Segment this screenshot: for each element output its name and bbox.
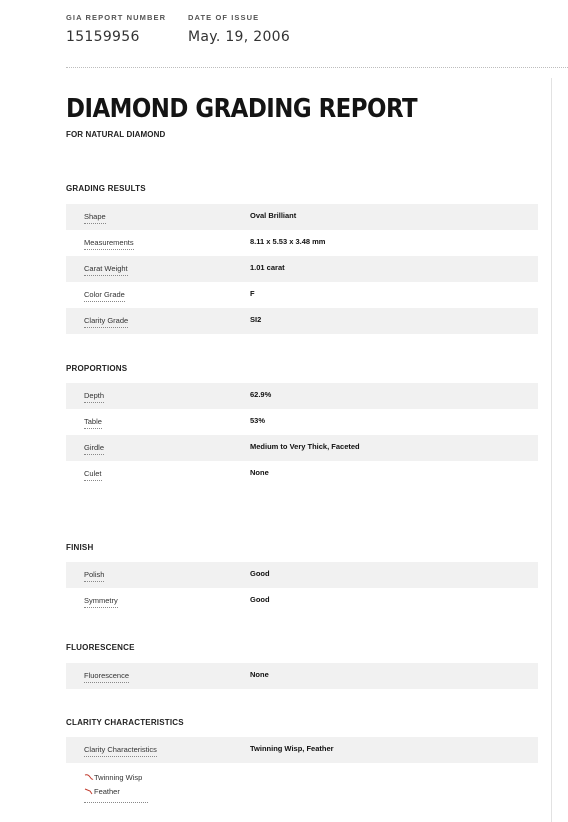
table-row: [66, 383, 538, 409]
row-value-symmetry: Good: [250, 595, 270, 604]
report-number: 15159956: [66, 29, 140, 45]
row-label-culet[interactable]: Culet: [84, 469, 102, 481]
section-title-finish: FINISH: [66, 543, 94, 552]
row-label-carat-weight[interactable]: Carat Weight: [84, 264, 128, 276]
row-label-clarity-characteristics[interactable]: Clarity Characteristics: [84, 745, 157, 757]
table-row: [66, 409, 538, 435]
grading-results-table: [66, 204, 538, 334]
report-title: DIAMOND GRADING REPORT: [66, 94, 418, 124]
row-value-clarity-characteristics: Twinning Wisp, Feather: [250, 744, 334, 753]
row-label-girdle[interactable]: Girdle: [84, 443, 104, 455]
table-row: [66, 230, 538, 256]
header-divider: [66, 67, 568, 68]
report-number-label: GIA REPORT NUMBER: [66, 13, 167, 22]
row-value-color-grade: F: [250, 289, 255, 298]
row-label-clarity-grade[interactable]: Clarity Grade: [84, 316, 128, 328]
section-title-fluorescence: FLUORESCENCE: [66, 643, 135, 652]
section-title-grading-results: GRADING RESULTS: [66, 184, 146, 193]
key-to-symbols: [84, 771, 148, 803]
table-row: [66, 256, 538, 282]
table-row: [66, 737, 538, 763]
table-row: [66, 461, 538, 487]
feather-symbol-icon: [84, 785, 94, 799]
row-value-carat-weight: 1.01 carat: [250, 263, 285, 272]
row-value-depth: 62.9%: [250, 390, 272, 399]
date-of-issue-label: DATE OF ISSUE: [188, 13, 260, 22]
row-label-fluorescence[interactable]: Fluorescence: [84, 671, 129, 683]
date-of-issue: May. 19, 2006: [188, 29, 291, 45]
twinning-wisp-symbol-icon: [84, 771, 94, 785]
report-number-block: [66, 13, 166, 45]
plot-key-item: [84, 785, 148, 799]
row-value-girdle: Medium to Very Thick, Faceted: [250, 442, 360, 451]
table-row: [66, 663, 538, 689]
section-title-clarity-characteristics: CLARITY CHARACTERISTICS: [66, 718, 184, 727]
plot-key-label-feather: Feather: [94, 787, 120, 796]
section-title-proportions: PROPORTIONS: [66, 364, 128, 373]
row-value-measurements: 8.11 x 5.53 x 3.48 mm: [250, 237, 326, 246]
proportions-table: [66, 383, 538, 487]
table-row: [66, 204, 538, 230]
report-subtitle: FOR NATURAL DIAMOND: [66, 130, 166, 139]
table-row: [66, 308, 538, 334]
table-row: [66, 588, 538, 614]
row-label-depth[interactable]: Depth: [84, 391, 104, 403]
plot-key-item: [84, 771, 148, 785]
row-label-color-grade[interactable]: Color Grade: [84, 290, 125, 302]
row-value-clarity-grade: SI2: [250, 315, 262, 324]
table-row: [66, 562, 538, 588]
date-of-issue-block: [188, 13, 290, 45]
row-value-shape: Oval Brilliant: [250, 211, 297, 220]
table-row: [66, 282, 538, 308]
row-label-symmetry[interactable]: Symmetry: [84, 596, 118, 608]
fluorescence-table: [66, 663, 538, 689]
row-value-polish: Good: [250, 569, 270, 578]
row-value-culet: None: [250, 468, 269, 477]
row-label-table[interactable]: Table: [84, 417, 102, 429]
row-value-fluorescence: None: [250, 670, 269, 679]
right-border: [551, 78, 552, 822]
table-row: [66, 435, 538, 461]
finish-table: [66, 562, 538, 614]
row-value-table: 53%: [250, 416, 266, 425]
clarity-characteristics-table: [66, 737, 538, 763]
plot-key-label-twinning-wisp: Twinning Wisp: [94, 773, 143, 782]
row-label-polish[interactable]: Polish: [84, 570, 104, 582]
row-label-shape[interactable]: Shape: [84, 212, 106, 224]
row-label-measurements[interactable]: Measurements: [84, 238, 134, 250]
